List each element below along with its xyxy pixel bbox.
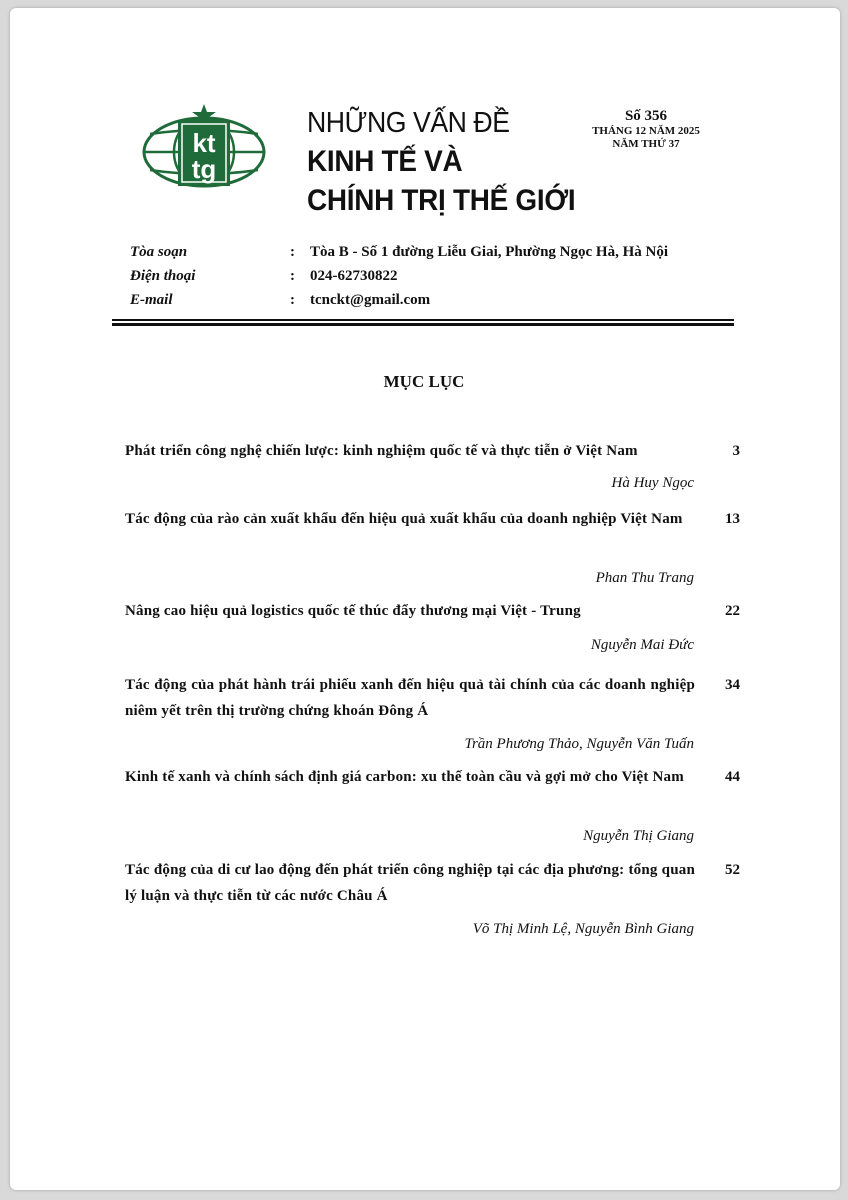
- toc-entry-page: 3: [732, 443, 740, 459]
- toc-entry-author: Phan Thu Trang: [595, 570, 694, 586]
- journal-logo: [140, 100, 268, 196]
- journal-title-line3: CHÍNH TRỊ THẾ GIỚI: [307, 184, 576, 217]
- toc-entry-page: 52: [725, 862, 740, 878]
- contact-block: [130, 240, 750, 312]
- toc-heading: MỤC LỤC: [383, 372, 465, 391]
- toc-entry-author: Trần Phương Thảo, Nguyễn Văn Tuấn: [464, 736, 694, 752]
- toc-entry-title[interactable]: Kinh tế xanh và chính sách định giá carbon: xu thế toàn cầu và gợi mở cho Việt Nam: [125, 769, 684, 785]
- journal-title: [307, 104, 596, 220]
- svg-text:kt: kt: [192, 128, 216, 158]
- contact-value-email: tcnckt@gmail.com: [310, 292, 431, 308]
- contact-value-phone: 024-62730822: [310, 268, 398, 284]
- toc-entry-title[interactable]: Tác động của phát hành trái phiếu xanh đến hiệu quả tài chính của các doanh nghiệp niêm yết trên thị trường chứng khoán Đông Á: [125, 677, 695, 719]
- toc-entry-page: 34: [725, 677, 740, 693]
- contact-row-office: Tòa soạn : Tòa B - Số 1 đường Liễu Giai, Phường Ngọc Hà, Hà Nội: [130, 240, 750, 264]
- issue-date: THÁNG 12 NĂM 2025: [592, 125, 700, 137]
- contact-row-phone: Điện thoại : 024-62730822: [130, 264, 750, 288]
- contact-label: E-mail: [130, 292, 173, 308]
- toc-entry-page: 13: [725, 511, 740, 527]
- issue-info: [580, 107, 712, 151]
- header-divider: [112, 319, 734, 321]
- contact-label: Điện thoại: [130, 268, 196, 284]
- header-divider-thick: [112, 323, 734, 326]
- journal-title-line2: KINH TẾ VÀ: [307, 145, 463, 178]
- toc-entry-page: 22: [725, 603, 740, 619]
- toc-entry-page: 44: [725, 769, 740, 785]
- contact-row-email: E-mail : tcnckt@gmail.com: [130, 288, 750, 312]
- toc-entry-author: Nguyễn Mai Đức: [590, 637, 694, 653]
- contact-value-address: Tòa B - Số 1 đường Liễu Giai, Phường Ngọc Hà, Hà Nội: [310, 244, 668, 260]
- toc-entry-title[interactable]: Phát triển công nghệ chiến lược: kinh nghiệm quốc tế và thực tiễn ở Việt Nam: [125, 443, 638, 459]
- issue-year: NĂM THỨ 37: [612, 138, 680, 150]
- journal-title-line1: NHỮNG VẤN ĐỀ: [307, 107, 510, 139]
- toc-entry-author: Nguyễn Thị Giang: [583, 828, 694, 844]
- issue-number: Số 356: [624, 108, 668, 124]
- svg-text:tg: tg: [191, 154, 217, 184]
- toc-entry-author: Võ Thị Minh Lệ, Nguyễn Bình Giang: [472, 921, 694, 937]
- toc-entry-author: Hà Huy Ngọc: [611, 475, 694, 491]
- toc-entry-title[interactable]: Tác động của di cư lao động đến phát triển công nghiệp tại các địa phương: tổng quan lý luận và thực tiễn từ các nước Châu Á: [125, 862, 695, 904]
- toc-entry-title[interactable]: Nâng cao hiệu quả logistics quốc tế thúc đẩy thương mại Việt - Trung: [125, 603, 581, 619]
- contact-label: Tòa soạn: [130, 244, 188, 260]
- toc-entry-title[interactable]: Tác động của rào cản xuất khẩu đến hiệu quả xuất khẩu của doanh nghiệp Việt Nam: [125, 511, 683, 527]
